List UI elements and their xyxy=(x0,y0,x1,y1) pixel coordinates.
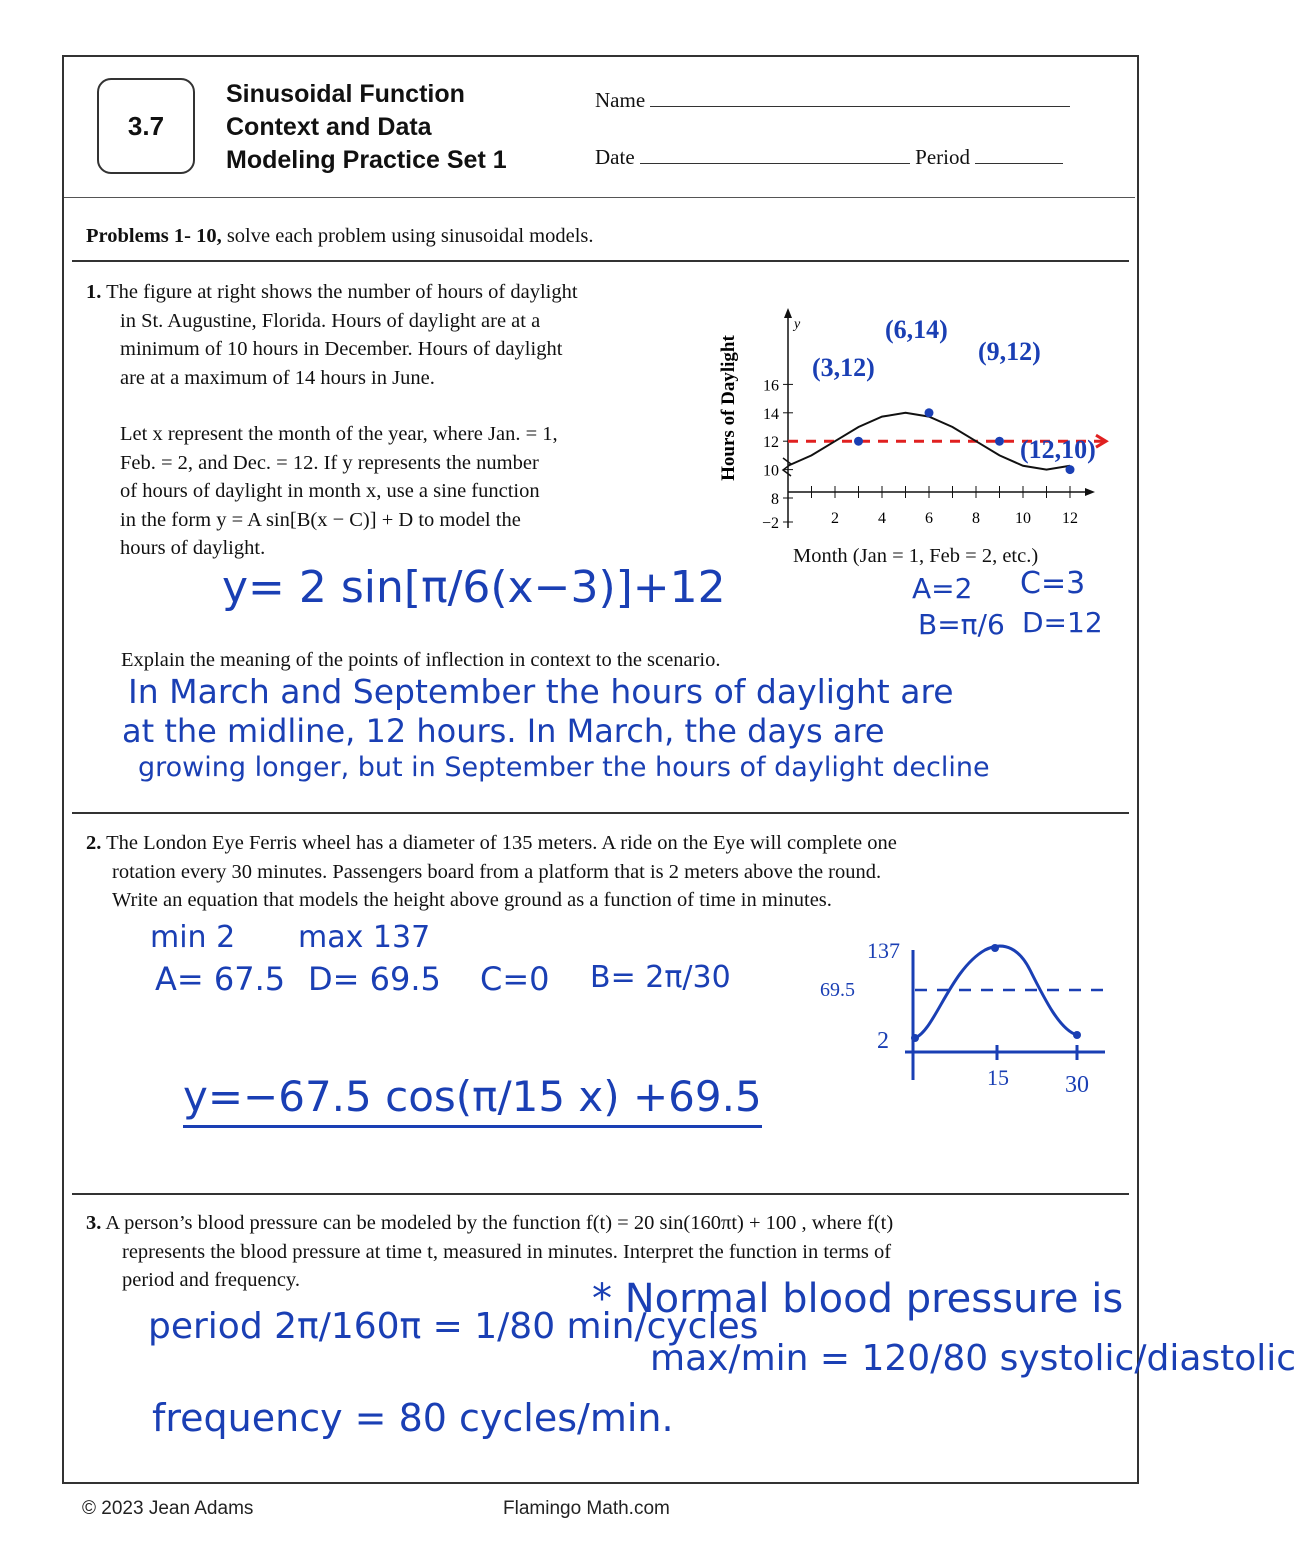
p1-line: in St. Augustine, Florida. Hours of daylight are at a xyxy=(120,309,541,332)
point-annotation: (3,12) xyxy=(812,353,875,382)
hw-param-c: C=3 xyxy=(1020,566,1086,601)
p1-answer-line-3: growing longer, but in September the hours of daylight decline xyxy=(138,752,990,783)
hw-param-b: B=π/6 xyxy=(918,608,1005,641)
hw-param-d: D=12 xyxy=(1022,606,1103,639)
divider-1 xyxy=(72,260,1129,262)
divider-2 xyxy=(72,812,1129,814)
p2-line: rotation every 30 minutes. Passengers board from a platform that is 2 meters above the round. xyxy=(112,860,882,883)
x-axis-arrow xyxy=(1085,488,1095,496)
problem-1-number: 1. xyxy=(86,281,102,303)
ferris-sketch xyxy=(815,930,1115,1100)
header-divider xyxy=(64,197,1135,198)
x-tick-label: 2 xyxy=(831,510,839,527)
name-label: Name xyxy=(595,88,646,112)
instructions xyxy=(86,222,594,251)
p1-answer-line-2: at the midline, 12 hours. In March, the days are xyxy=(122,712,885,750)
name-line[interactable] xyxy=(650,88,1070,107)
lesson-badge: 3.7 xyxy=(97,78,195,174)
x-tick-label: 4 xyxy=(878,510,886,527)
y-axis-letter: y xyxy=(794,317,801,332)
y-axis-arrow xyxy=(784,308,792,318)
y-tick-label: 16 xyxy=(763,377,779,395)
point-annotation: (6,14) xyxy=(885,315,948,344)
period-label: Period xyxy=(915,145,970,169)
hw-c: C=0 xyxy=(480,960,550,998)
sketch-label-max: 137 xyxy=(867,938,900,963)
problem-2-text xyxy=(86,829,1116,915)
p3-line: A person’s blood pressure can be modeled by the function f(t) = 20 sin(160πt) + 100 , where f(t) xyxy=(105,1212,894,1234)
sketch-label-mid: 69.5 xyxy=(820,979,855,1001)
problem-1-text xyxy=(86,278,706,563)
y-tick-label: 12 xyxy=(763,434,779,452)
p1-line: are at a maximum of 14 hours in June. xyxy=(120,366,435,389)
x-tick-label: 10 xyxy=(1015,510,1031,527)
hw-note-ratio: max/min = 120/80 systolic/diastolic xyxy=(650,1338,1296,1379)
sketch-curve xyxy=(915,946,1077,1038)
data-point xyxy=(1066,465,1075,474)
axis-break xyxy=(783,458,791,476)
instructions-bold: Problems 1- 10, xyxy=(86,225,222,247)
hw-b: B= 2π/30 xyxy=(590,960,731,995)
sketch-point xyxy=(911,1034,919,1042)
point-annotation: (9,12) xyxy=(978,337,1041,366)
hw-a: A= 67.5 xyxy=(155,960,286,998)
y-tick-label: −2 xyxy=(761,515,779,532)
p1-line: The figure at right shows the number of hours of daylight xyxy=(106,281,578,303)
instructions-rest: solve each problem using sinusoidal models. xyxy=(221,225,594,247)
p2-line: Write an equation that models the height above ground as a function of time in minutes. xyxy=(112,889,832,911)
sketch-point xyxy=(1073,1031,1081,1039)
data-point xyxy=(995,437,1004,446)
problem-3-number: 3. xyxy=(86,1212,102,1234)
p1-line: hours of daylight. xyxy=(120,537,266,559)
hw-period: period 2π/160π = 1/80 min/cycles xyxy=(148,1306,759,1347)
title-line-1: Sinusoidal Function xyxy=(226,80,465,108)
period-line[interactable] xyxy=(975,145,1063,164)
sketch-point xyxy=(991,944,999,952)
title-line-2: Context and Data xyxy=(226,113,432,141)
data-point xyxy=(854,437,863,446)
hw-frequency: frequency = 80 cycles/min. xyxy=(152,1396,674,1440)
p1-line: Let x represent the month of the year, where Jan. = 1, xyxy=(120,423,558,445)
x-tick-label: 8 xyxy=(972,510,980,527)
p3-line: period and frequency. xyxy=(122,1269,300,1291)
hw-note: * Normal blood pressure is xyxy=(592,1276,1124,1322)
name-field xyxy=(595,88,1070,113)
p1-line: Feb. = 2, and Dec. = 12. If y represents the number xyxy=(120,451,539,474)
sketch-label-30: 30 xyxy=(1065,1072,1089,1098)
data-point xyxy=(925,408,934,417)
footer-copyright: © 2023 Jean Adams xyxy=(82,1498,254,1519)
point-annotation: (12,10) xyxy=(1020,435,1096,464)
p1-line: minimum of 10 hours in December. Hours of daylight xyxy=(120,338,563,360)
hw-max: max 137 xyxy=(298,920,431,955)
p1-explain-prompt: Explain the meaning of the points of inflection in context to the scenario. xyxy=(121,649,721,671)
p3-line: represents the blood pressure at time t, measured in minutes. Interpret the function in terms of xyxy=(122,1240,892,1263)
p1-answer-line-1: In March and September the hours of daylight are xyxy=(128,672,954,711)
x-tick-label: 6 xyxy=(925,510,933,527)
p1-handwritten-equation: y= 2 sin[π/6(x−3)]+12 xyxy=(222,562,726,613)
p2-line: The London Eye Ferris wheel has a diameter of 135 meters. A ride on the Eye will complete one xyxy=(106,832,897,854)
date-line[interactable] xyxy=(640,145,910,164)
p1-line: of hours of daylight in month x, use a sine function xyxy=(120,480,540,502)
title-line-3: Modeling Practice Set 1 xyxy=(226,146,507,174)
hw-param-a: A=2 xyxy=(912,572,973,605)
hw-min: min 2 xyxy=(150,920,236,955)
sketch-label-min: 2 xyxy=(877,1028,889,1054)
date-field xyxy=(595,145,1063,170)
divider-3 xyxy=(72,1193,1129,1195)
p1-line: in the form y = A sin[B(x − C)] + D to model the xyxy=(120,508,521,531)
worksheet-title xyxy=(226,78,507,177)
footer-site: Flamingo Math.com xyxy=(503,1498,670,1519)
y-tick-label: 8 xyxy=(771,491,779,508)
y-tick-label: 10 xyxy=(763,462,779,480)
p2-handwritten-equation: y=−67.5 cos(π/15 x) +69.5 xyxy=(183,1072,762,1128)
y-tick-label: 14 xyxy=(763,405,779,423)
x-tick-label: 12 xyxy=(1062,510,1078,527)
sketch-label-15: 15 xyxy=(987,1065,1009,1090)
hw-d: D= 69.5 xyxy=(308,960,441,998)
y-axis-label: Hours of Daylight xyxy=(718,335,739,481)
problem-2-number: 2. xyxy=(86,832,102,854)
date-label: Date xyxy=(595,145,635,169)
chart-xlabel: Month (Jan = 1, Feb = 2, etc.) xyxy=(793,545,1039,567)
